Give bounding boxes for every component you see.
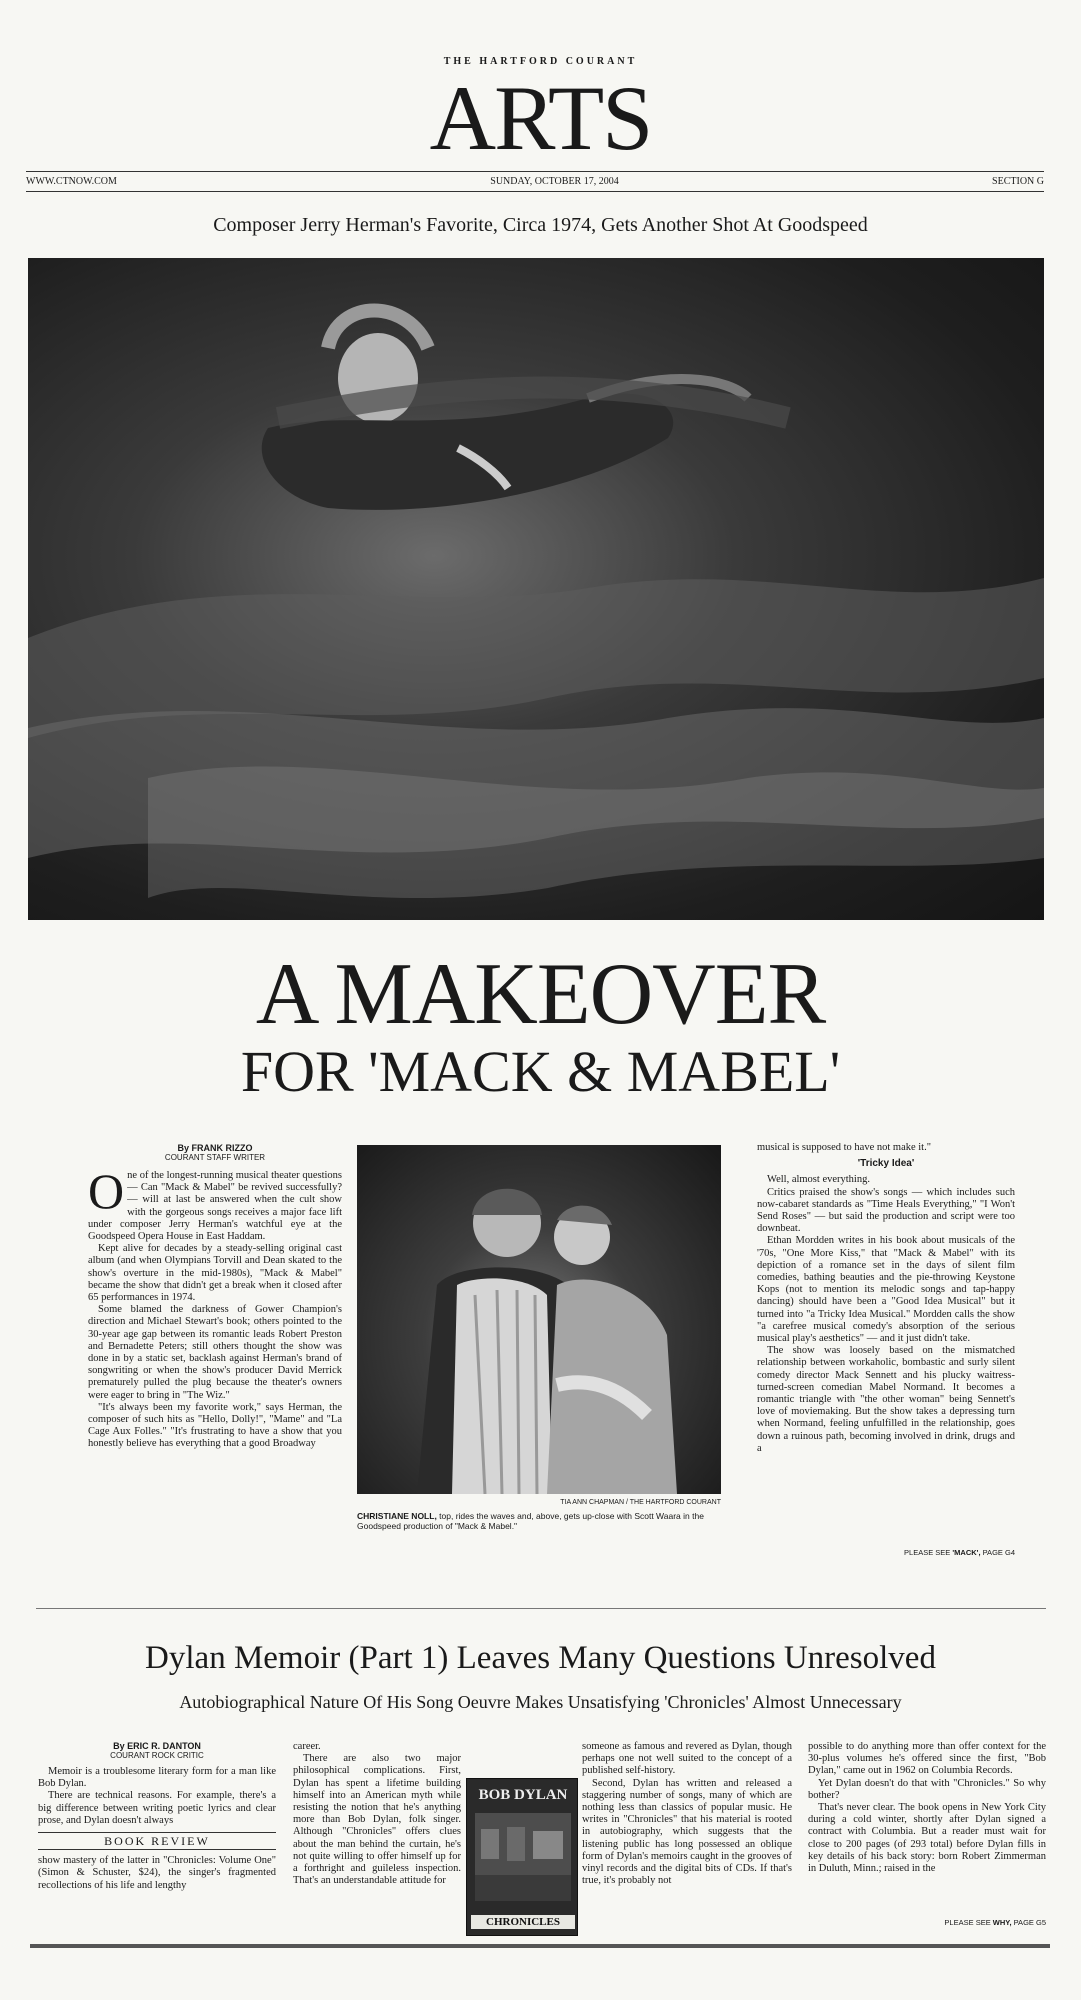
newspaper-name: THE HARTFORD COURANT [443,56,638,67]
dylan-paragraph: career. [293,1741,321,1752]
lead-body-text-continued [757,1142,1015,1455]
lead-jump-line[interactable] [757,1548,1015,1557]
masthead-rule-bottom [26,191,1044,192]
dylan-paragraph: someone as famous and revered as Dylan, though perhaps one not well suited to the concept of a published self-history. [582,1741,792,1777]
lead-column-1 [88,1143,342,1451]
lead-subhead: 'Tricky Idea' [857,1158,915,1170]
caption-subject: CHRISTIANE NOLL, [357,1511,437,1521]
masthead-rule-top [26,171,1044,172]
jump-prefix: PLEASE SEE [904,1548,953,1557]
section-label: SECTION G [992,176,1044,187]
lead-byline [88,1143,342,1162]
lead-paragraph: Ethan Mordden writes in his book about musicals of the '70s, "One More Kiss," that "Mack & Mabel" with its depiction of a romance set in the days of silent film comedies, bathing beauties and the pie-throwing Keystone Kops (not to mention its melodic songs and tap-happy dancing) should have been a "Good Idea Musical" but it turned into "a Tricky Idea Musical." Mordden calls the show "a carefree musical comedy's absorption of the serious musical play's aesthetics" — and it just didn't take. [757,1235,1015,1345]
dylan-deck: Autobiographical Nature Of His Song Oeuvre Makes Unsatisfying 'Chronicles' Almost Unnecessary [179,1692,902,1712]
lead-paragraph: Kept alive for decades by a steady-selling original cast album (and when Olympians Torvill and Dean skated to the show's overture in the mid-1980s), "Mack & Mabel" became the show that didn't get a break when it closed after 65 performances in 1974. [88,1243,342,1304]
page-bottom-rule [30,1944,1050,1948]
dancer-on-waves-image [28,258,1044,920]
dateline [26,176,1044,187]
drop-cap: O [88,1163,125,1219]
lead-paragraph: ne of the longest-running musical theater questions — Can "Mack & Mabel" be revived successfully? — will at last be answered when the cult show with the gorgeous songs receives a major face lift under composer Jerry Herman's watchful eye at the Goodspeed Opera House in East Haddam. [88,1170,342,1243]
lead-paragraph: "It's always been my favorite work," says Herman, the composer of such hits as "Hello, Dolly!", "Mame" and "La Cage Aux Folles." "It's frustrating to have a show that you honestly believe has everything that a good Broadway [88,1401,342,1450]
lead-paragraph: The show was loosely based on the mismatched relationship between workaholic, bombastic and surly silent comedy director Mack Sennett and his plucky waitress-turned-screen comedian Mabel Normand. It becomes a romantic triangle with "the other woman" being Sennett's love of moviemaking. But the show takes a depressing turn when Normand, feeling unfulfilled in the relationship, goes down a ruinous path, becoming involved in drink, drugs and a [757,1345,1015,1454]
caption-text: top, rides the waves and, above, gets up-close with Scott Waara in the Goodspeed production of "Mack & Mabel." [357,1511,704,1531]
dylan-column-3 [552,1741,792,1887]
byline-title: COURANT STAFF WRITER [164,1153,266,1162]
lead-headline: A MAKEOVER [255,946,826,1043]
lead-body-text [88,1163,342,1451]
lead-column-3 [757,1142,1015,1455]
lead-photo [28,258,1044,920]
book-cover-subtitle: CHRONICLES [471,1915,575,1929]
dylan-column-4 [808,1741,1046,1875]
dylan-paragraph: That's never clear. The book opens in New York City during a cold winter, shortly after Dylan signed a contract with Columbia. But a reader must wait for close to 200 pages (of 293 total) before Dylan fills in key details of his back story: born Robert Zimmerman in Duluth, Minn.; raised in the [808,1802,1046,1875]
section-title: ARTS [429,67,652,169]
dylan-paragraph: There are also two major philosophical complications. First, Dylan has spent a lifetime building himself into an American myth while resisting the notion that he's anything more than Bob Dylan, folk singer. Although "Chronicles" offers clues about the man behind the curtain, he's not quite willing to offer himself up for a forthright and guileless inspection. That's an understandable attitude for [293,1753,461,1887]
jump-page: PAGE G4 [980,1548,1015,1557]
dylan-byline [38,1741,276,1760]
book-cover-title: BOB DYLAN [478,1787,568,1803]
dylan-column-2 [293,1741,461,1887]
lead-headline-second-line: FOR 'MACK & MABEL' [240,1039,841,1104]
dylan-paragraph: There are technical reasons. For example, there's a big difference between writing poetic lyrics and clear prose, and Dylan doesn't always [38,1790,276,1826]
website-link[interactable]: WWW.CTNOW.COM [26,176,117,187]
lead-paragraph: Some blamed the darkness of Gower Champion's direction and Michael Stewart's book; others pointed to the 30-year age gap between its romantic leads Robert Preston and Bernadette Peters; still others thought the show was done in by a static set, backlash against Herman's brand of songwriting or when the show's producer David Merrick prematurely pulled the plug because the theater's owners were eager to bring in "The Wiz." [88,1304,342,1401]
dylan-jump-line[interactable] [808,1918,1046,1927]
jump-keyword: WHY, [992,1918,1012,1927]
issue-date: SUNDAY, OCTOBER 17, 2004 [490,176,619,187]
inline-photo [357,1145,721,1494]
photo-credit: TIA ANN CHAPMAN / THE HARTFORD COURANT [560,1499,721,1506]
lead-paragraph: Critics praised the show's songs — which includes such now-cabaret standards as "Time Heals Everything," "I Won't Send Roses" — but said the production and script were too downbeat. [757,1186,1015,1235]
dylan-paragraph: Memoir is a troublesome literary form for a man like Bob Dylan. [38,1766,276,1790]
story-divider [36,1608,1046,1609]
jump-keyword: 'MACK', [952,1548,981,1557]
lead-paragraph: musical is supposed to have not make it." [757,1142,932,1153]
dylan-paragraph: Second, Dylan has written and released a staggering number of songs, many of which are nothing less than classics of popular music. He writes in "Chronicles" that his material is rooted in autobiography, which suggests that the listening public has long possessed an oblique form of Dylan's memoirs caught in the grooves of vinyl records and the digital bits of CDs. If that's true, it's probably not [582,1777,792,1887]
lead-kicker: Composer Jerry Herman's Favorite, Circa 1974, Gets Another Shot At Goodspeed [213,214,868,236]
book-review-label: BOOK REVIEW [38,1832,276,1850]
dylan-paragraph: show mastery of the latter in "Chronicles: Volume One" (Simon & Schuster, $24), the singer's fragmented recollections of his life and lengthy [38,1855,276,1891]
jump-prefix: PLEASE SEE [944,1918,993,1927]
dylan-paragraph: possible to do anything more than offer context for the 30-plus volumes he's offered since the first, "Bob Dylan," came out in 1962 on Columbia Records. [808,1741,1046,1777]
dylan-paragraph: Yet Dylan doesn't do that with "Chronicles." So why bother? [808,1777,1046,1801]
couple-embrace-image [357,1145,721,1494]
byline-title: COURANT ROCK CRITIC [110,1751,204,1760]
lead-paragraph: Well, almost everything. [767,1174,870,1186]
jump-page: PAGE G5 [1011,1918,1046,1927]
dylan-headline: Dylan Memoir (Part 1) Leaves Many Questions Unresolved [145,1640,936,1676]
byline-name: By FRANK RIZZO [177,1143,253,1153]
dylan-column-1 [38,1741,276,1892]
photo-caption [357,1511,721,1531]
byline-name: By ERIC R. DANTON [113,1741,201,1751]
